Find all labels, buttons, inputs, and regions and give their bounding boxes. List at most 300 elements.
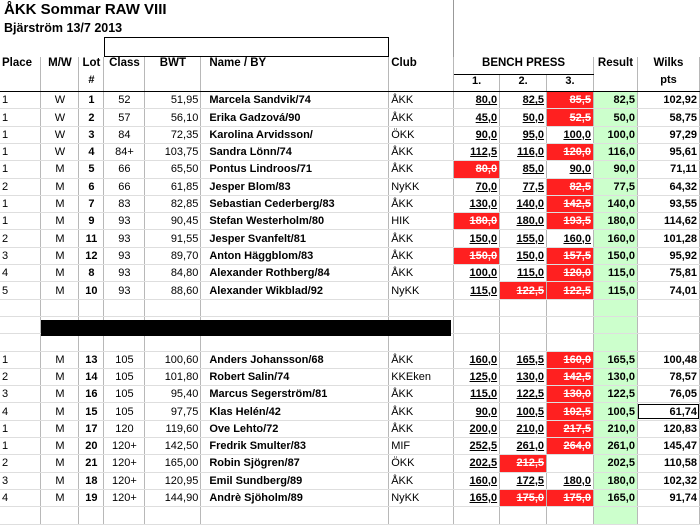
bodyweight-cell: 120,95: [145, 472, 201, 489]
class-cell: 52: [104, 92, 145, 109]
attempt-value: 165,0: [469, 492, 498, 505]
attempt-3-cell: [547, 386, 594, 403]
class-cell: 66: [104, 178, 145, 195]
attempt-1-cell: [454, 195, 500, 212]
class-cell: 105: [104, 368, 145, 385]
result-cell: 100,5: [593, 403, 637, 420]
wilks-cell: 102,92: [637, 92, 699, 109]
bodyweight-cell: 88,60: [145, 282, 201, 299]
attempt-value: 77,5: [522, 180, 545, 193]
bodyweight-cell: 100,60: [145, 351, 201, 368]
lot-cell: 15: [79, 403, 104, 420]
attempt-3-cell: [547, 230, 594, 247]
name-cell: Sandra Lönn/74: [201, 143, 389, 160]
bodyweight-cell: 84,80: [145, 265, 201, 282]
table-row: [0, 143, 700, 160]
attempt-value: 264,0: [563, 440, 591, 453]
place-cell: 2: [0, 455, 41, 472]
lot-cell: 4: [79, 143, 104, 160]
gender-cell: M: [41, 472, 79, 489]
results-table: [0, 57, 700, 525]
wilks-cell: 95,61: [637, 143, 699, 160]
wilks-cell: 76,05: [637, 386, 699, 403]
col-club: Club: [389, 57, 454, 74]
name-cell: Jesper Svanfelt/81: [201, 230, 389, 247]
name-cell: Fredrik Smulter/83: [201, 438, 389, 455]
class-cell: 120+: [104, 438, 145, 455]
empty-cell: [0, 334, 41, 351]
empty-cell: [41, 299, 79, 316]
club-cell: KKEken: [389, 368, 454, 385]
attempt-3-cell: [547, 351, 594, 368]
attempt-value: 160,0: [469, 353, 498, 366]
col-bwt: BWT: [145, 57, 201, 74]
empty-cell: [500, 334, 547, 351]
attempt-1-cell: [454, 161, 500, 178]
attempt-3-cell: [547, 109, 594, 126]
attempt-value: 200,0: [469, 422, 498, 435]
bodyweight-cell: 91,55: [145, 230, 201, 247]
attempt-3-cell: [547, 403, 594, 420]
wilks-cell: 100,48: [637, 351, 699, 368]
name-cell: Alexander Wikblad/92: [201, 282, 389, 299]
class-cell: 120+: [104, 472, 145, 489]
place-cell: 3: [0, 386, 41, 403]
wilks-cell: 78,57: [637, 368, 699, 385]
table-row: [0, 213, 700, 230]
club-cell: ÅKK: [389, 420, 454, 437]
bodyweight-cell: 56,10: [145, 109, 201, 126]
empty-cell: [145, 299, 201, 316]
attempt-3-cell: [547, 282, 594, 299]
bodyweight-cell: 90,45: [145, 213, 201, 230]
place-cell: 2: [0, 178, 41, 195]
empty-cell: [79, 507, 104, 524]
attempt-3-cell: [547, 472, 594, 489]
attempt-1-cell: [454, 265, 500, 282]
empty-cell: [547, 334, 594, 351]
result-cell: 180,0: [593, 472, 637, 489]
attempt-value: 150,0: [469, 232, 498, 245]
gender-cell: M: [41, 161, 79, 178]
wilks-cell: 101,28: [637, 230, 699, 247]
table-row: [0, 161, 700, 178]
wilks-cell: 58,75: [637, 109, 699, 126]
class-cell: 93: [104, 230, 145, 247]
empty-cell: [454, 334, 500, 351]
empty-cell: [145, 507, 201, 524]
attempt-value: 115,0: [470, 284, 498, 297]
table-row: [0, 282, 700, 299]
attempt-value: 90,0: [569, 163, 591, 176]
bodyweight-cell: 61,85: [145, 178, 201, 195]
place-cell: 2: [0, 368, 41, 385]
name-cell: Robert Salin/74: [201, 368, 389, 385]
attempt-value: 122,5: [563, 284, 591, 297]
empty-row: [0, 507, 700, 524]
empty-cell: [41, 334, 79, 351]
gender-cell: W: [41, 92, 79, 109]
club-cell: ÅKK: [389, 195, 454, 212]
wilks-cell: 91,74: [637, 489, 699, 506]
empty-cell: [389, 334, 454, 351]
empty-cell: [454, 507, 500, 524]
attempt-value: 50,0: [522, 111, 545, 124]
attempt-2-cell: [500, 143, 547, 160]
empty-row: [0, 299, 700, 316]
result-cell: 50,0: [593, 109, 637, 126]
club-cell: NyKK: [389, 178, 454, 195]
attempt-value: 122,5: [516, 284, 545, 297]
lot-cell: 16: [79, 386, 104, 403]
bodyweight-cell: 142,50: [145, 438, 201, 455]
attempt-value: 160,0: [563, 232, 591, 245]
wilks-cell: 120,83: [637, 420, 699, 437]
bodyweight-cell: 97,75: [145, 403, 201, 420]
place-cell: 4: [0, 403, 41, 420]
attempt-value: 217,5: [563, 422, 591, 435]
club-cell: MIF: [389, 438, 454, 455]
empty-cell: [0, 316, 41, 333]
attempt-2-cell: [500, 230, 547, 247]
attempt-2-cell: [500, 368, 547, 385]
lot-cell: 6: [79, 178, 104, 195]
gender-cell: M: [41, 351, 79, 368]
attempt-1-cell: [454, 438, 500, 455]
gender-cell: M: [41, 178, 79, 195]
attempt-3-cell: [547, 265, 594, 282]
bodyweight-cell: 165,00: [145, 455, 201, 472]
empty-cell: [201, 334, 389, 351]
result-cell: 261,0: [593, 438, 637, 455]
empty-cell: [637, 299, 699, 316]
gender-cell: W: [41, 126, 79, 143]
lot-cell: 1: [79, 92, 104, 109]
attempt-value: 175,0: [516, 492, 545, 505]
result-cell: 122,5: [593, 386, 637, 403]
attempt-2-cell: [500, 109, 547, 126]
lot-cell: 2: [79, 109, 104, 126]
attempt-value: 142,5: [563, 198, 591, 211]
attempt-value: 175,0: [563, 492, 591, 505]
club-cell: ÅKK: [389, 92, 454, 109]
col-mw: M/W: [41, 57, 79, 74]
lot-cell: 21: [79, 455, 104, 472]
gender-cell: M: [41, 420, 79, 437]
attempt-3-cell: [547, 368, 594, 385]
bodyweight-cell: 89,70: [145, 247, 201, 264]
empty-cell: [389, 299, 454, 316]
lot-cell: 3: [79, 126, 104, 143]
col-lot-number: #: [79, 74, 104, 91]
attempt-1-cell: [454, 282, 500, 299]
result-cell: 202,5: [593, 455, 637, 472]
wilks-cell: 71,11: [637, 161, 699, 178]
gender-cell: M: [41, 438, 79, 455]
table-row: [0, 247, 700, 264]
name-cell: Klas Helén/42: [201, 403, 389, 420]
attempt-value: 252,5: [469, 440, 498, 453]
class-cell: 105: [104, 351, 145, 368]
place-cell: 3: [0, 247, 41, 264]
attempt-value: 85,0: [522, 163, 545, 176]
gender-cell: M: [41, 403, 79, 420]
attempt-value: 210,0: [516, 422, 545, 435]
wilks-cell: 102,32: [637, 472, 699, 489]
place-cell: 1: [0, 143, 41, 160]
attempt-3-cell: [547, 438, 594, 455]
attempt-value: 100,5: [516, 405, 545, 418]
attempt-1-cell: [454, 178, 500, 195]
gender-cell: M: [41, 368, 79, 385]
empty-cell: [145, 334, 201, 351]
col-bench-press: BENCH PRESS: [454, 57, 594, 74]
name-cell: Sebastian Cederberg/83: [201, 195, 389, 212]
empty-cell: [547, 507, 594, 524]
attempt-2-cell: [500, 351, 547, 368]
empty-cell: [500, 299, 547, 316]
place-cell: 1: [0, 195, 41, 212]
name-cell: Stefan Westerholm/80: [201, 213, 389, 230]
gender-cell: M: [41, 282, 79, 299]
place-cell: 5: [0, 282, 41, 299]
attempt-2-cell: [500, 472, 547, 489]
empty-cell: [547, 316, 594, 333]
name-cell: Andrè Sjöholm/89: [201, 489, 389, 506]
table-row: [0, 403, 700, 420]
class-cell: 120+: [104, 489, 145, 506]
attempt-value: 95,0: [522, 128, 545, 141]
col-attempt-3: 3.: [547, 74, 594, 91]
result-cell: 180,0: [593, 213, 637, 230]
table-row: [0, 455, 700, 472]
class-cell: 93: [104, 282, 145, 299]
attempt-value: 80,0: [475, 163, 498, 176]
place-cell: 3: [0, 472, 41, 489]
class-cell: 105: [104, 403, 145, 420]
attempt-2-cell: [500, 195, 547, 212]
empty-cell: [637, 316, 699, 333]
attempt-1-cell: [454, 247, 500, 264]
result-cell: 160,0: [593, 230, 637, 247]
table-row: [0, 178, 700, 195]
club-cell: ÖKK: [389, 455, 454, 472]
empty-cell: [547, 299, 594, 316]
attempt-value: 155,0: [516, 232, 545, 245]
attempt-value: 212,5: [516, 457, 545, 470]
class-cell: 83: [104, 195, 145, 212]
attempt-value: 150,0: [516, 249, 545, 262]
attempt-value: 90,0: [475, 405, 498, 418]
class-cell: 66: [104, 161, 145, 178]
name-cell: Marcela Sandvik/74: [201, 92, 389, 109]
attempt-value: 180,0: [469, 215, 498, 228]
class-cell: 120+: [104, 455, 145, 472]
attempt-value: 165,5: [516, 353, 545, 366]
attempt-2-cell: [500, 438, 547, 455]
place-cell: 1: [0, 438, 41, 455]
competition-date: Bjärström 13/7 2013: [4, 21, 123, 35]
bodyweight-cell: 119,60: [145, 420, 201, 437]
lot-cell: 14: [79, 368, 104, 385]
bodyweight-cell: 103,75: [145, 143, 201, 160]
attempt-value: 112,5: [470, 146, 498, 159]
attempt-1-cell: [454, 92, 500, 109]
gender-cell: M: [41, 247, 79, 264]
wilks-cell: 64,32: [637, 178, 699, 195]
attempt-2-cell: [500, 247, 547, 264]
name-cell: Ove Lehto/72: [201, 420, 389, 437]
attempt-value: 261,0: [516, 440, 545, 453]
attempt-value: 90,0: [475, 128, 498, 141]
attempt-value: 125,0: [469, 370, 498, 383]
result-cell: 90,0: [593, 161, 637, 178]
table-row: [0, 195, 700, 212]
attempt-value: 120,0: [563, 146, 591, 159]
result-cell: 115,0: [593, 265, 637, 282]
lot-cell: 19: [79, 489, 104, 506]
title-divider: [453, 0, 454, 57]
bodyweight-cell: 144,90: [145, 489, 201, 506]
col-attempt-2: 2.: [500, 74, 547, 91]
gender-cell: M: [41, 213, 79, 230]
bodyweight-cell: 82,85: [145, 195, 201, 212]
attempt-2-cell: [500, 489, 547, 506]
table-row: [0, 126, 700, 143]
empty-cell: [454, 299, 500, 316]
header-row-2: [0, 74, 700, 91]
wilks-cell: 95,92: [637, 247, 699, 264]
place-cell: 1: [0, 126, 41, 143]
empty-cell: [104, 299, 145, 316]
lot-cell: 7: [79, 195, 104, 212]
attempt-value: 180,0: [563, 474, 591, 487]
empty-cell: [104, 507, 145, 524]
gender-cell: M: [41, 195, 79, 212]
attempt-3-cell: [547, 143, 594, 160]
attempt-value: 100,0: [563, 128, 591, 141]
attempt-2-cell: [500, 403, 547, 420]
attempt-value: 130,0: [563, 388, 591, 401]
name-cell: Jesper Blom/83: [201, 178, 389, 195]
empty-cell: [41, 507, 79, 524]
attempt-1-cell: [454, 351, 500, 368]
place-cell: 1: [0, 420, 41, 437]
attempt-3-cell: [547, 178, 594, 195]
attempt-1-cell: [454, 472, 500, 489]
attempt-1-cell: [454, 143, 500, 160]
empty-cell: [500, 316, 547, 333]
lot-cell: 10: [79, 282, 104, 299]
table-row: [0, 386, 700, 403]
attempt-2-cell: [500, 265, 547, 282]
table-row: [0, 351, 700, 368]
empty-cell: [593, 334, 637, 351]
attempt-3-cell: [547, 126, 594, 143]
attempt-1-cell: [454, 213, 500, 230]
class-cell: 93: [104, 213, 145, 230]
place-cell: 1: [0, 213, 41, 230]
name-cell: Marcus Segerström/81: [201, 386, 389, 403]
name-cell: Erika Gadzová/90: [201, 109, 389, 126]
col-name: Name / BY: [201, 57, 389, 74]
attempt-value: 130,0: [469, 198, 498, 211]
col-result: Result: [593, 57, 637, 74]
bodyweight-cell: 95,40: [145, 386, 201, 403]
attempt-value: 202,5: [469, 457, 498, 470]
empty-cell: [79, 299, 104, 316]
wilks-cell: 74,01: [637, 282, 699, 299]
club-cell: NyKK: [389, 282, 454, 299]
class-cell: 93: [104, 247, 145, 264]
result-cell: 130,0: [593, 368, 637, 385]
table-row: [0, 368, 700, 385]
attempt-2-cell: [500, 178, 547, 195]
attempt-value: 172,5: [516, 474, 545, 487]
wilks-cell: 75,81: [637, 265, 699, 282]
empty-cell: [593, 299, 637, 316]
attempt-2-cell: [500, 386, 547, 403]
result-cell: 116,0: [593, 143, 637, 160]
attempt-value: 160,0: [563, 353, 591, 366]
gender-cell: W: [41, 143, 79, 160]
attempt-1-cell: [454, 403, 500, 420]
club-cell: ÅKK: [389, 230, 454, 247]
result-cell: 165,0: [593, 489, 637, 506]
attempt-1-cell: [454, 455, 500, 472]
place-cell: 1: [0, 351, 41, 368]
attempt-value: 115,0: [517, 267, 545, 280]
attempt-value: 85,5: [569, 94, 591, 107]
place-cell: 4: [0, 489, 41, 506]
attempt-3-cell: [547, 489, 594, 506]
attempt-2-cell: [500, 420, 547, 437]
empty-cell: [500, 507, 547, 524]
result-cell: 82,5: [593, 92, 637, 109]
attempt-3-cell: [547, 195, 594, 212]
attempt-2-cell: [500, 126, 547, 143]
club-cell: ÅKK: [389, 247, 454, 264]
attempt-1-cell: [454, 489, 500, 506]
lot-cell: 11: [79, 230, 104, 247]
attempt-2-cell: [500, 455, 547, 472]
empty-cell: [454, 316, 500, 333]
gender-cell: M: [41, 230, 79, 247]
result-cell: 210,0: [593, 420, 637, 437]
place-cell: 2: [0, 230, 41, 247]
result-cell: 165,5: [593, 351, 637, 368]
col-wilks-pts: pts: [637, 74, 699, 91]
empty-cell: [389, 507, 454, 524]
attempt-value: 82,5: [522, 94, 545, 107]
attempt-value: 160,0: [469, 474, 498, 487]
attempt-3-cell: [547, 420, 594, 437]
place-cell: 1: [0, 109, 41, 126]
empty-cell: [201, 507, 389, 524]
gender-cell: M: [41, 386, 79, 403]
club-cell: ÅKK: [389, 265, 454, 282]
group-separator-bar: [41, 320, 451, 336]
header-input-box: [104, 37, 389, 57]
result-cell: 150,0: [593, 247, 637, 264]
attempt-value: 180,0: [516, 215, 545, 228]
name-cell: Anders Johansson/68: [201, 351, 389, 368]
attempt-value: 52,5: [569, 111, 591, 124]
bodyweight-cell: 51,95: [145, 92, 201, 109]
table-row: [0, 438, 700, 455]
name-cell: Alexander Rothberg/84: [201, 265, 389, 282]
bodyweight-cell: 72,35: [145, 126, 201, 143]
